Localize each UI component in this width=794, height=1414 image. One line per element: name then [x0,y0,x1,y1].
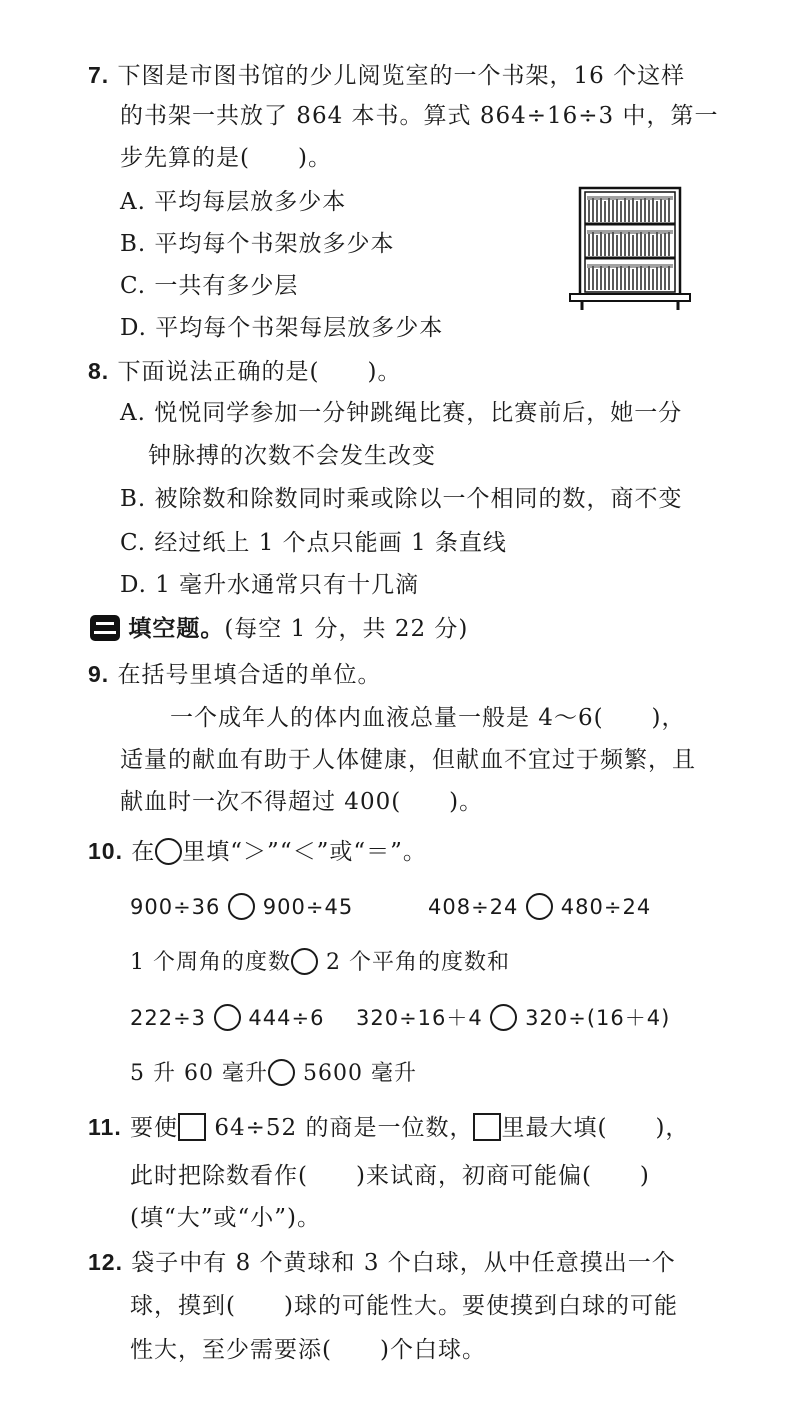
q10-r1a-circle[interactable] [228,893,255,920]
q8-text: 下面说法正确的是( )。 [117,359,402,385]
q10-r1b-circle[interactable] [526,893,553,920]
section-number-badge [90,615,120,641]
q7-number: 7. [88,62,110,88]
section-2-header [90,614,468,644]
q10-r4-left: 5 升 60 毫升 [130,1061,268,1086]
q11-blank-box-1[interactable] [178,1113,206,1141]
q10-row-4 [130,1059,417,1089]
q10-text-a: 在 [131,839,156,865]
q7-line-2: 的书架一共放了 864 本书。算式 864÷16÷3 中，第一 [120,103,719,129]
q10-number: 10. [88,838,123,864]
q11-text-b: 64÷52 的商是一位数， [214,1115,474,1141]
q10-text-b: 里填“＞”“＜”或“＝”。 [182,839,427,865]
q10-r4-circle[interactable] [268,1059,295,1086]
q10-r3a-left: 222÷3 [130,1006,207,1030]
q12-line-2: 球，摸到( )球的可能性大。要使摸到白球的可能 [130,1293,678,1319]
q10-row-3a [130,1003,324,1033]
q9-number: 9. [88,661,110,687]
q11-line-3: (填“大”或“小”)。 [130,1205,321,1231]
q12-line-3: 性大，至少需要添( )个白球。 [130,1337,486,1363]
q11-number: 11. [88,1114,122,1140]
q12-number: 12. [88,1249,123,1275]
q10-row-3b [356,1003,670,1033]
section-2-note: (每空 1 分，共 22 分) [224,616,469,642]
q10-r3b-left: 320÷16＋4 [356,1006,483,1030]
q8-option-d[interactable]: D. 1 毫升水通常只有十几滴 [120,572,420,598]
q10-r2-circle[interactable] [291,948,318,975]
q10-r3a-circle[interactable] [214,1004,241,1031]
q10-r3b-circle[interactable] [490,1004,517,1031]
q10-r3b-right: 320÷(16＋4) [525,1006,671,1030]
q11-line-1 [88,1112,689,1143]
q7-option-a[interactable]: A. 平均每层放多少本 [120,189,347,215]
q10-row-2 [130,948,510,978]
q11-line-2: 此时把除数看作( )来试商，初商可能偏( ) [130,1163,650,1189]
q9-line-3: 献血时一次不得超过 400( )。 [120,789,484,815]
q7-option-d[interactable]: D. 平均每个书架每层放多少本 [120,315,444,341]
q7-option-b[interactable]: B. 平均每个书架放多少本 [120,231,395,257]
q10-r1a-right: 900÷45 [262,895,354,919]
q8-number: 8. [88,358,110,384]
q7-line-3: 步先算的是( )。 [120,145,332,171]
q11-text-c: 里最大填( )， [501,1115,690,1141]
q10-r4-right: 5600 毫升 [302,1061,417,1086]
compare-circle-icon [155,838,182,865]
q8-option-b[interactable]: B. 被除数和除数同时乘或除以一个相同的数，商不变 [120,486,683,512]
q10-row-1a [130,892,353,922]
q10-r2-left: 1 个周角的度数 [130,950,291,975]
section-2-title: 填空题。 [128,616,225,642]
q8-option-a-cont: 钟脉搏的次数不会发生改变 [148,443,436,469]
q12-text-1: 袋子中有 8 个黄球和 3 个白球，从中任意摸出一个 [131,1250,676,1276]
q7-line-1 [88,60,685,91]
q10-r1b-left: 408÷24 [428,895,519,919]
q9-text: 在括号里填合适的单位。 [117,662,382,688]
q10-r1b-right: 480÷24 [560,895,652,919]
q8-option-a[interactable]: A. 悦悦同学参加一分钟跳绳比赛，比赛前后，她一分 [120,400,683,426]
q10-r2-right: 2 个平角的度数和 [326,950,510,975]
q11-text-a: 要使 [130,1115,179,1141]
q11-blank-box-2[interactable] [473,1113,501,1141]
q7-option-c[interactable]: C. 一共有多少层 [120,273,299,299]
q10-line-stem [88,836,427,867]
q10-row-1b [428,892,651,922]
q9-line-2: 适量的献血有助于人体健康，但献血不宜过于频繁，且 [120,747,696,773]
q8-line-stem [88,356,401,387]
q10-r3a-right: 444÷6 [248,1006,325,1030]
q9-line-stem [88,659,382,690]
q12-line-1 [88,1247,676,1278]
bookshelf-illustration [568,186,692,312]
q9-line-1: 一个成年人的体内血液总量一般是 4～6( )， [170,705,686,731]
q8-option-c[interactable]: C. 经过纸上 1 个点只能画 1 条直线 [120,530,507,556]
q7-text-1: 下图是市图书馆的少儿阅览室的一个书架，16 个这样 [117,63,686,89]
q10-r1a-left: 900÷36 [130,895,221,919]
